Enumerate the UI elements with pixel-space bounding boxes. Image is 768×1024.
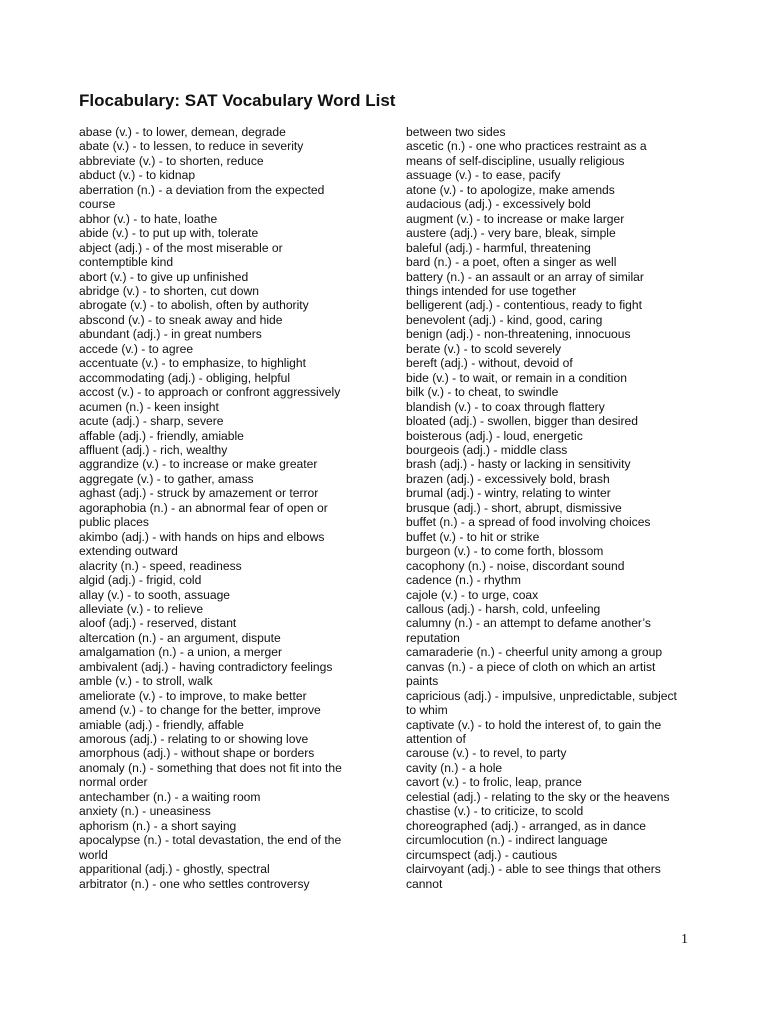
word-entry-line: accentuate (v.) - to emphasize, to highlight: [79, 356, 306, 371]
word-entry-line: aloof (adj.) - reserved, distant: [79, 616, 237, 631]
word-entry-line: abate (v.) - to lessen, to reduce in severity: [79, 139, 304, 154]
word-entry-line: calumny (n.) - an attempt to defame another’s: [406, 616, 651, 631]
word-entry-line: normal order: [79, 775, 148, 790]
word-entry-line: captivate (v.) - to hold the interest of, to gain the: [406, 717, 662, 732]
word-entry-line: affluent (adj.) - rich, wealthy: [79, 442, 228, 457]
word-entry-line: callous (adj.) - harsh, cold, unfeeling: [406, 601, 601, 616]
word-entry-line: apocalypse (n.) - total devastation, the end of the: [79, 833, 342, 848]
word-entry-line: bilk (v.) - to cheat, to swindle: [406, 385, 559, 400]
left-word-column: [79, 125, 379, 891]
word-entry-line: cavort (v.) - to frolic, leap, prance: [406, 775, 582, 790]
word-entry-line: berate (v.) - to scold severely: [406, 341, 562, 356]
word-entry-line: amorphous (adj.) - without shape or borders: [79, 746, 315, 761]
word-entry-line: atone (v.) - to apologize, make amends: [406, 182, 615, 197]
word-entry-line: aphorism (n.) - a short saying: [79, 818, 237, 833]
word-entry-line: benevolent (adj.) - kind, good, caring: [406, 312, 603, 327]
word-entry-line: belligerent (adj.) - contentious, ready to fight: [406, 298, 642, 313]
word-entry-line: bourgeois (adj.) - middle class: [406, 442, 568, 457]
word-entry-line: augment (v.) - to increase or make larger: [406, 211, 625, 226]
word-entry-line: chastise (v.) - to criticize, to scold: [406, 804, 584, 819]
word-entry-line: amiable (adj.) - friendly, affable: [79, 717, 244, 732]
word-entry-line: burgeon (v.) - to come forth, blossom: [406, 544, 604, 559]
word-entry-line: abject (adj.) - of the most miserable or: [79, 240, 283, 255]
word-entry-line: accommodating (adj.) - obliging, helpful: [79, 370, 291, 385]
word-entry-line: abundant (adj.) - in great numbers: [79, 327, 262, 342]
page-title: Flocabulary: SAT Vocabulary Word List: [79, 91, 396, 110]
word-entry-line: brumal (adj.) - wintry, relating to winter: [406, 486, 611, 501]
page-number: 1: [681, 932, 688, 947]
word-entry-line: cacophony (n.) - noise, discordant sound: [406, 558, 625, 573]
word-entry-line: public places: [79, 515, 149, 530]
word-entry-line: reputation: [406, 630, 460, 645]
word-entry-line: bereft (adj.) - without, devoid of: [406, 356, 573, 371]
word-entry-line: aberration (n.) - a deviation from the expected: [79, 182, 325, 197]
word-entry-line: assuage (v.) - to ease, pacify: [406, 168, 561, 183]
word-entry-line: capricious (adj.) - impulsive, unpredictable, subject: [406, 688, 677, 703]
word-entry-line: aghast (adj.) - struck by amazement or terror: [79, 486, 319, 501]
word-entry-line: choreographed (adj.) - arranged, as in dance: [406, 818, 647, 833]
word-entry-line: accost (v.) - to approach or confront aggressively: [79, 385, 341, 400]
word-entry-line: ameliorate (v.) - to improve, to make better: [79, 688, 307, 703]
word-entry-line: benign (adj.) - non-threatening, innocuous: [406, 327, 631, 342]
word-entry-line: agoraphobia (n.) - an abnormal fear of open or: [79, 500, 328, 515]
word-entry-line: acute (adj.) - sharp, severe: [79, 414, 224, 429]
word-entry-line: boisterous (adj.) - loud, energetic: [406, 428, 583, 443]
word-entry-line: cajole (v.) - to urge, coax: [406, 587, 539, 602]
word-entry-line: abhor (v.) - to hate, loathe: [79, 211, 218, 226]
word-entry-line: austere (adj.) - very bare, bleak, simple: [406, 226, 616, 241]
word-entry-line: antechamber (n.) - a waiting room: [79, 789, 261, 804]
word-entry-line: buffet (v.) - to hit or strike: [406, 529, 540, 544]
word-entry-line: cavity (n.) - a hole: [406, 760, 503, 775]
word-entry-line: paints: [406, 674, 439, 689]
right-word-column: [406, 125, 706, 891]
word-entry-line: bard (n.) - a poet, often a singer as well: [406, 255, 617, 270]
word-entry-line: camaraderie (n.) - cheerful unity among a group: [406, 645, 663, 660]
word-entry-line: abort (v.) - to give up unfinished: [79, 269, 249, 284]
word-entry-line: algid (adj.) - frigid, cold: [79, 573, 202, 588]
word-entry-line: audacious (adj.) - excessively bold: [406, 197, 591, 212]
word-entry-line: canvas (n.) - a piece of cloth on which an artist: [406, 659, 656, 674]
word-entry-line: clairvoyant (adj.) - able to see things that others: [406, 862, 661, 877]
word-entry-line: world: [79, 847, 108, 862]
word-entry-line: brash (adj.) - hasty or lacking in sensitivity: [406, 457, 631, 472]
word-entry-line: aggrandize (v.) - to increase or make greater: [79, 457, 318, 472]
word-entry-line: baleful (adj.) - harmful, threatening: [406, 240, 591, 255]
word-entry-line: between two sides: [406, 125, 506, 139]
word-entry-line: carouse (v.) - to revel, to party: [406, 746, 567, 761]
word-entry-line: buffet (n.) - a spread of food involving choices: [406, 515, 651, 530]
word-entry-line: brazen (adj.) - excessively bold, brash: [406, 471, 610, 486]
word-entry-line: bide (v.) - to wait, or remain in a condition: [406, 370, 627, 385]
word-entry-line: ascetic (n.) - one who practices restraint as a: [406, 139, 647, 154]
word-entry-line: amend (v.) - to change for the better, improve: [79, 703, 321, 718]
word-entry-line: celestial (adj.) - relating to the sky or the heavens: [406, 789, 670, 804]
word-entry-line: abase (v.) - to lower, demean, degrade: [79, 125, 286, 139]
word-entry-line: altercation (n.) - an argument, dispute: [79, 630, 281, 645]
word-entry-line: abscond (v.) - to sneak away and hide: [79, 312, 283, 327]
word-entry-line: abbreviate (v.) - to shorten, reduce: [79, 153, 264, 168]
word-entry-line: ambivalent (adj.) - having contradictory feelings: [79, 659, 333, 674]
word-entry-line: circumspect (adj.) - cautious: [406, 847, 558, 862]
word-entry-line: amalgamation (n.) - a union, a merger: [79, 645, 283, 660]
word-entry-line: aggregate (v.) - to gather, amass: [79, 471, 254, 486]
word-entry-line: alacrity (n.) - speed, readiness: [79, 558, 242, 573]
word-entry-line: bloated (adj.) - swollen, bigger than desired: [406, 414, 638, 429]
word-entry-line: acumen (n.) - keen insight: [79, 399, 219, 414]
word-entry-line: extending outward: [79, 544, 178, 559]
word-entry-line: anomaly (n.) - something that does not fit into the: [79, 760, 342, 775]
word-entry-line: amble (v.) - to stroll, walk: [79, 674, 213, 689]
word-entry-line: apparitional (adj.) - ghostly, spectral: [79, 862, 270, 877]
word-entry-line: abduct (v.) - to kidnap: [79, 168, 196, 183]
word-entry-line: circumlocution (n.) - indirect language: [406, 833, 608, 848]
word-entry-line: battery (n.) - an assault or an array of similar: [406, 269, 644, 284]
word-entry-line: cadence (n.) - rhythm: [406, 573, 521, 588]
word-entry-line: things intended for use together: [406, 283, 577, 298]
word-entry-line: abridge (v.) - to shorten, cut down: [79, 283, 259, 298]
word-entry-line: blandish (v.) - to coax through flattery: [406, 399, 605, 414]
word-entry-line: anxiety (n.) - uneasiness: [79, 804, 211, 819]
word-entry-line: alleviate (v.) - to relieve: [79, 601, 204, 616]
word-entry-line: abide (v.) - to put up with, tolerate: [79, 226, 259, 241]
word-entry-line: contemptible kind: [79, 255, 174, 270]
word-entry-line: affable (adj.) - friendly, amiable: [79, 428, 244, 443]
word-entry-line: course: [79, 197, 116, 212]
word-entry-line: brusque (adj.) - short, abrupt, dismissive: [406, 500, 622, 515]
word-entry-line: allay (v.) - to sooth, assuage: [79, 587, 231, 602]
word-entry-line: abrogate (v.) - to abolish, often by authority: [79, 298, 309, 313]
word-entry-line: arbitrator (n.) - one who settles controversy: [79, 876, 310, 891]
word-entry-line: accede (v.) - to agree: [79, 341, 194, 356]
word-entry-line: akimbo (adj.) - with hands on hips and elbows: [79, 529, 325, 544]
word-entry-line: means of self-discipline, usually religious: [406, 153, 625, 168]
word-entry-line: to whim: [406, 703, 448, 718]
word-entry-line: attention of: [406, 732, 466, 747]
word-entry-line: amorous (adj.) - relating to or showing love: [79, 732, 309, 747]
word-entry-line: cannot: [406, 876, 443, 891]
